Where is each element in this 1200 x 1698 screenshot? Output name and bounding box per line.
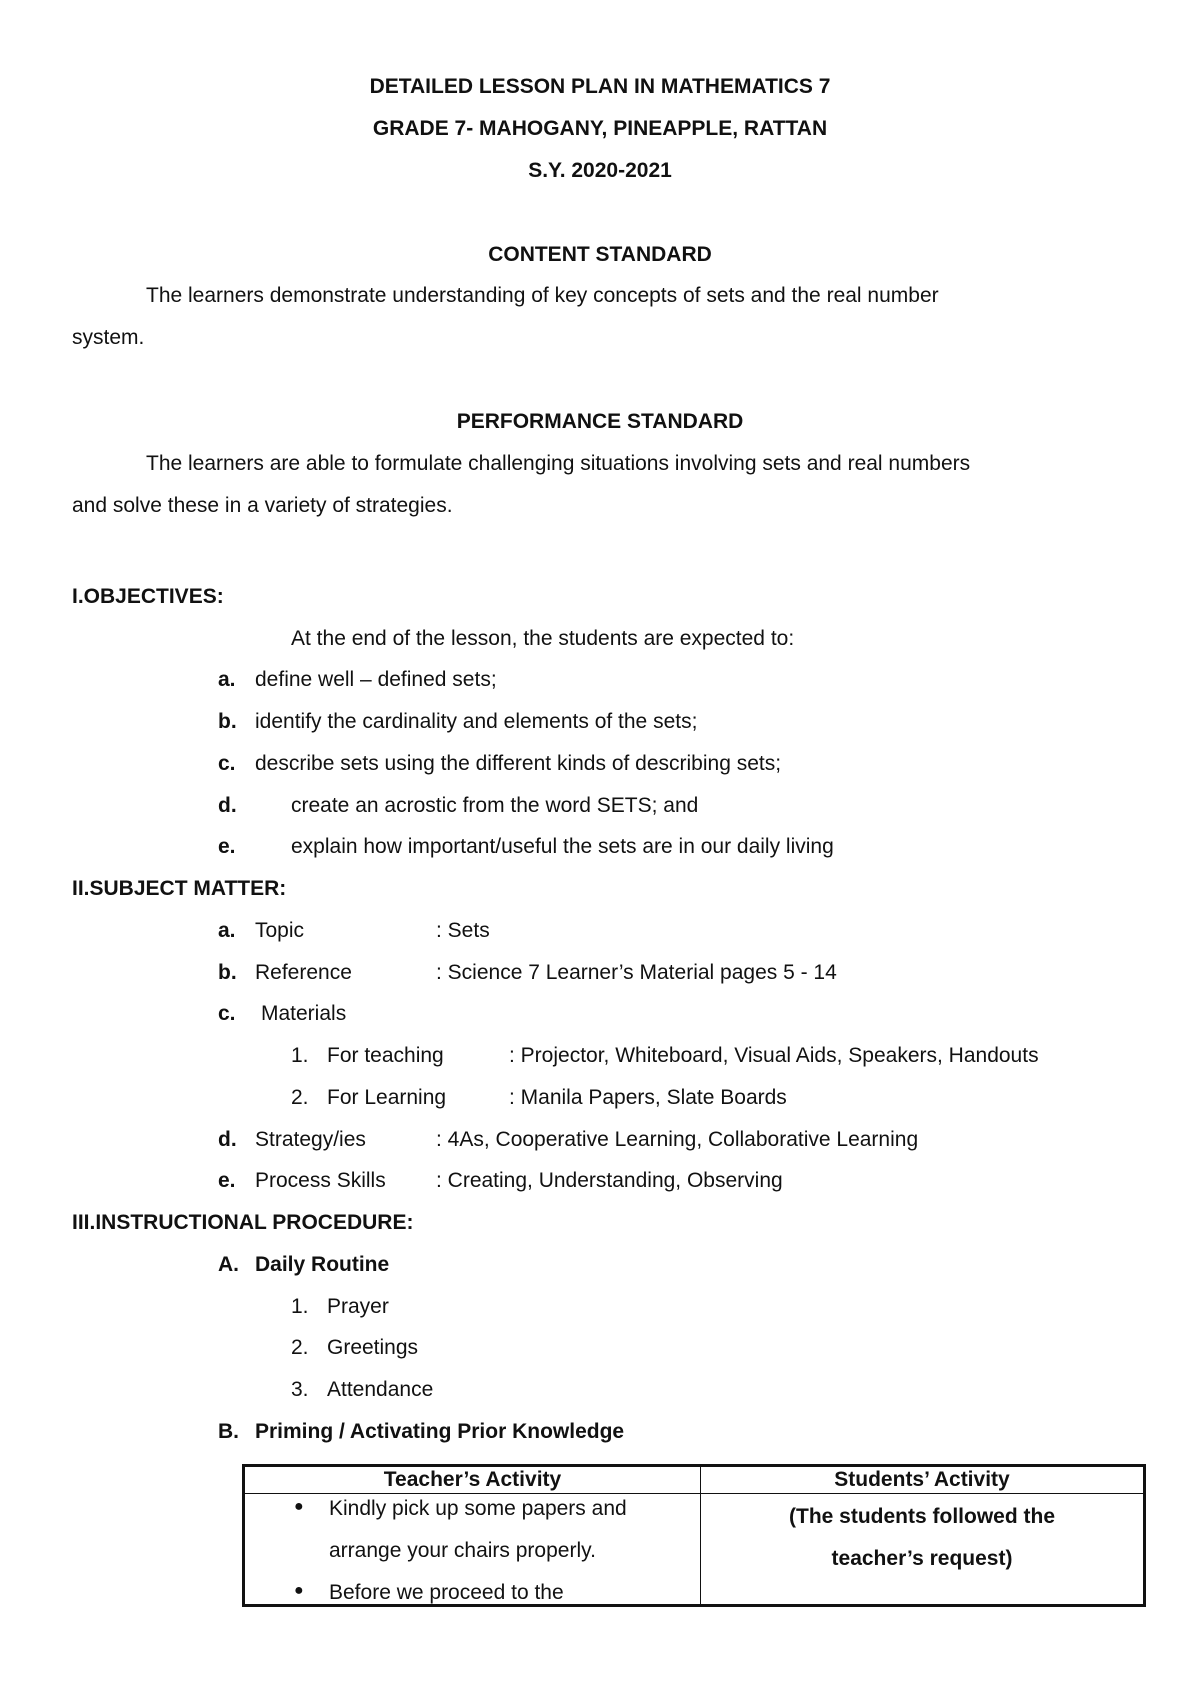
subject-item: [218, 960, 837, 986]
daily-routine-label: A.: [218, 1253, 239, 1276]
routine-item: [291, 1335, 419, 1361]
materials-value: : Manila Papers, Slate Boards: [509, 1086, 787, 1109]
subject-item: [218, 918, 490, 944]
materials-num: 1.: [291, 1044, 309, 1067]
content-standard-heading: CONTENT STANDARD: [488, 243, 712, 266]
priming-title: Priming / Activating Prior Knowledge: [255, 1420, 625, 1443]
materials-value: : Projector, Whiteboard, Visual Aids, Speakers, Handouts: [509, 1044, 1039, 1067]
routine-num: 2.: [291, 1336, 309, 1359]
content-standard-line-1: The learners demonstrate understanding of key concepts of sets and the real number: [146, 284, 939, 307]
objective-label: d.: [218, 794, 237, 817]
materials-key: For teaching: [327, 1044, 444, 1067]
materials-item: [291, 1085, 787, 1111]
subject-label: b.: [218, 961, 237, 984]
objective-text: explain how important/useful the sets are in our daily living: [291, 835, 834, 858]
teacher-activity-header: Teacher’s Activity: [244, 1466, 701, 1494]
teacher-line: Before we proceed to the: [329, 1581, 564, 1604]
content-standard-line-2: system.: [72, 326, 145, 349]
subject-item: [218, 1001, 347, 1027]
subject-key: Topic: [255, 919, 305, 942]
table-header-row: [244, 1466, 1145, 1494]
objectives-intro: At the end of the lesson, the students are expected to:: [291, 627, 795, 650]
activity-table: [242, 1464, 1146, 1607]
performance-standard-line-2: and solve these in a variety of strategies.: [72, 494, 453, 517]
objective-text: identify the cardinality and elements of the sets;: [255, 710, 698, 733]
daily-routine-title: Daily Routine: [255, 1253, 390, 1276]
objective-text: define well – defined sets;: [255, 668, 497, 691]
subject-key: Reference: [255, 961, 352, 984]
objective-label: a.: [218, 668, 236, 691]
students-line: (The students followed the: [789, 1505, 1055, 1528]
subject-key: Process Skills: [255, 1169, 386, 1192]
performance-standard-heading: PERFORMANCE STANDARD: [456, 410, 744, 433]
objective-item: [218, 709, 698, 735]
subject-key: Materials: [261, 1002, 347, 1025]
priming-label: B.: [218, 1420, 239, 1443]
routine-text: Prayer: [327, 1295, 389, 1318]
teacher-line: Kindly pick up some papers and: [329, 1497, 627, 1520]
objective-item: [218, 834, 834, 860]
subject-item: [218, 1127, 919, 1153]
subject-label: a.: [218, 919, 236, 942]
objective-label: c.: [218, 752, 236, 775]
subject-matter-heading: II.SUBJECT MATTER:: [72, 877, 287, 900]
subject-label: e.: [218, 1169, 236, 1192]
objective-item: [218, 667, 497, 693]
procedure-heading: III.INSTRUCTIONAL PROCEDURE:: [72, 1211, 414, 1234]
table-row: [244, 1494, 1145, 1606]
routine-num: 3.: [291, 1378, 309, 1401]
subject-label: d.: [218, 1128, 237, 1151]
materials-item: [291, 1043, 1039, 1069]
objective-item: [218, 793, 699, 819]
teacher-activity-cell: [244, 1494, 701, 1606]
bullet-icon: ●: [294, 1498, 304, 1515]
performance-standard-line-1: The learners are able to formulate challenging situations involving sets and real numbers: [146, 452, 971, 475]
routine-text: Attendance: [327, 1378, 434, 1401]
subject-value: : Creating, Understanding, Observing: [436, 1169, 783, 1192]
students-activity-cell: [701, 1494, 1145, 1606]
daily-routine-heading: [218, 1252, 390, 1278]
routine-item: [291, 1377, 434, 1403]
grade-sections: GRADE 7- MAHOGANY, PINEAPPLE, RATTAN: [372, 117, 828, 140]
subject-label: c.: [218, 1002, 236, 1025]
teacher-line: arrange your chairs properly.: [329, 1539, 596, 1562]
materials-num: 2.: [291, 1086, 309, 1109]
students-activity-header: Students’ Activity: [701, 1466, 1145, 1494]
priming-heading: [218, 1419, 625, 1445]
routine-num: 1.: [291, 1295, 309, 1318]
document-title: DETAILED LESSON PLAN IN MATHEMATICS 7: [369, 75, 831, 98]
objectives-heading: I.OBJECTIVES:: [72, 585, 224, 608]
school-year: S.Y. 2020-2021: [528, 159, 672, 182]
objective-label: b.: [218, 710, 237, 733]
objective-text: create an acrostic from the word SETS; and: [291, 794, 699, 817]
objective-text: describe sets using the different kinds of describing sets;: [255, 752, 782, 775]
subject-value: : Science 7 Learner’s Material pages 5 - 14: [436, 961, 837, 984]
objective-label: e.: [218, 835, 236, 858]
subject-item: [218, 1168, 783, 1194]
subject-key: Strategy/ies: [255, 1128, 366, 1151]
students-line: teacher’s request): [831, 1547, 1013, 1570]
routine-text: Greetings: [327, 1336, 419, 1359]
objective-item: [218, 751, 782, 777]
subject-value: : 4As, Cooperative Learning, Collaborative Learning: [436, 1128, 919, 1151]
materials-key: For Learning: [327, 1086, 447, 1109]
bullet-icon: ●: [294, 1582, 304, 1599]
routine-item: [291, 1294, 389, 1320]
subject-value: : Sets: [436, 919, 490, 942]
